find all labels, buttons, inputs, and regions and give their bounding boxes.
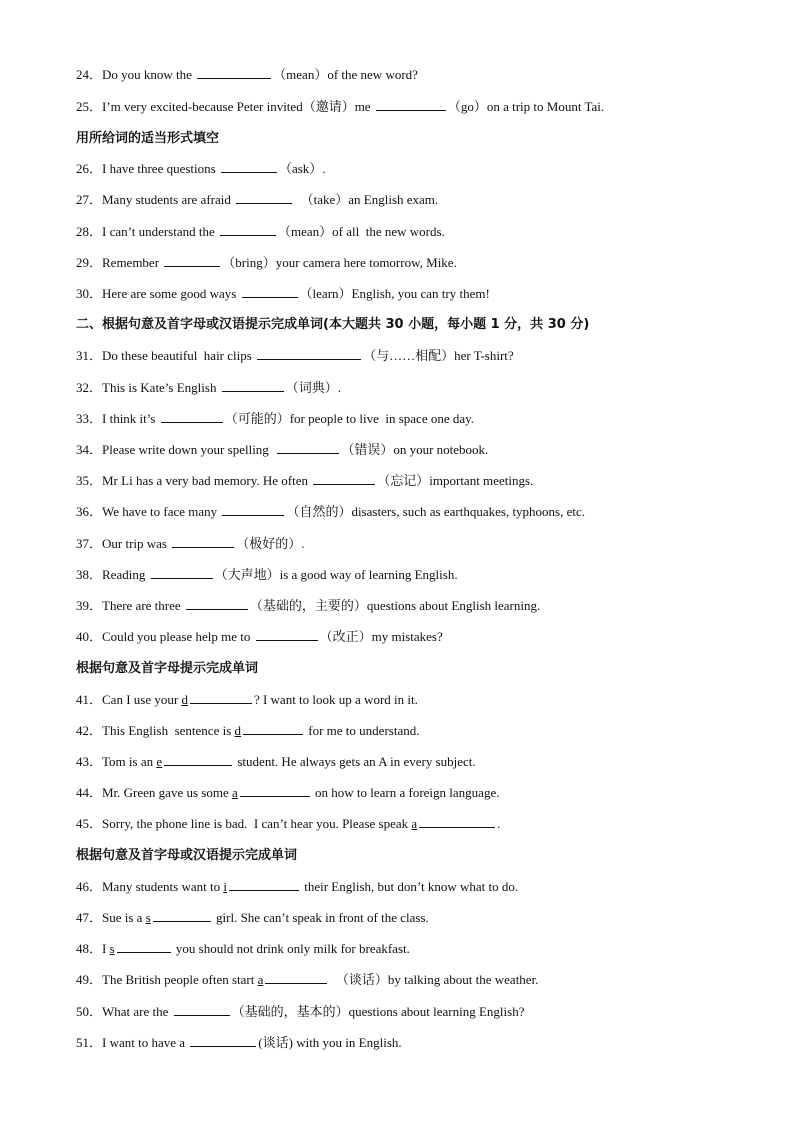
question-text: （go）on a trip to Mount Tai. bbox=[447, 99, 605, 114]
question-text: 49．The British people often start bbox=[76, 972, 258, 987]
question-text: ? I want to look up a word in it. bbox=[253, 692, 418, 707]
initial-letter-hint: a bbox=[257, 972, 264, 987]
question-text: 34．Please write down your spelling bbox=[76, 442, 276, 457]
question-text: 用所给词的适当形式填空 bbox=[76, 131, 220, 146]
question-text: 48．I bbox=[76, 941, 110, 956]
question-text: 43．Tom is an bbox=[76, 754, 157, 769]
question-text: （忘记）important meetings. bbox=[377, 473, 534, 488]
question-text: （mean）of the new word? bbox=[273, 67, 418, 82]
answer-blank[interactable] bbox=[256, 626, 318, 641]
question-line bbox=[76, 533, 766, 555]
question-text: for me to understand. bbox=[305, 723, 420, 738]
answer-blank[interactable] bbox=[243, 720, 303, 735]
question-text: （改正）my mistakes? bbox=[319, 629, 443, 644]
question-line bbox=[76, 377, 766, 399]
question-text: 37．Our trip was bbox=[76, 536, 171, 551]
question-line bbox=[76, 221, 766, 243]
initial-letter-hint: s bbox=[109, 941, 115, 956]
question-line bbox=[76, 64, 766, 86]
question-text: 24．Do you know the bbox=[76, 67, 196, 82]
question-line bbox=[76, 439, 766, 461]
question-text: 33．I think it’s bbox=[76, 411, 159, 426]
answer-blank[interactable] bbox=[265, 969, 327, 984]
answer-blank[interactable] bbox=[221, 158, 277, 173]
question-text: student. He always gets an A in every subject. bbox=[234, 754, 476, 769]
question-line bbox=[76, 501, 766, 523]
question-line bbox=[76, 782, 766, 804]
question-text: （自然的）disasters, such as earthquakes, typhoons, etc. bbox=[286, 504, 586, 519]
question-line bbox=[76, 720, 766, 742]
question-line bbox=[76, 408, 766, 430]
answer-blank[interactable] bbox=[153, 907, 211, 922]
question-text: 45．Sorry, the phone line is bad. I can’t hear you. Please speak bbox=[76, 816, 412, 831]
answer-blank[interactable] bbox=[220, 221, 276, 236]
answer-blank[interactable] bbox=[117, 938, 171, 953]
question-line bbox=[76, 283, 766, 305]
question-line bbox=[76, 564, 766, 586]
question-text: （mean）of all the new words. bbox=[278, 224, 445, 239]
answer-blank[interactable] bbox=[376, 96, 446, 111]
question-line bbox=[76, 189, 766, 211]
question-text: 30．Here are some good ways bbox=[76, 286, 240, 301]
question-text: on how to learn a foreign language. bbox=[311, 785, 500, 800]
answer-blank[interactable] bbox=[151, 564, 213, 579]
question-text: 根据句意及首字母提示完成单词 bbox=[76, 661, 259, 676]
question-text: you should not drink only milk for breakfast. bbox=[172, 941, 410, 956]
question-text: 二、根据句意及首字母或汉语提示完成单词(本大题共 30 小题，每小题 1 分，共 30 分) bbox=[76, 317, 590, 332]
question-text: 50．What are the bbox=[76, 1004, 172, 1019]
initial-letter-hint: a bbox=[411, 816, 418, 831]
answer-blank[interactable] bbox=[190, 1032, 256, 1047]
question-text: 42．This English sentence is bbox=[76, 723, 235, 738]
question-text: 25．I’m very excited-because Peter invited（邀请）me bbox=[76, 99, 374, 114]
question-text: 31．Do these beautiful hair clips bbox=[76, 348, 256, 363]
question-text: （基础的，主要的）questions about English learning. bbox=[249, 598, 541, 613]
answer-blank[interactable] bbox=[222, 501, 284, 516]
answer-blank[interactable] bbox=[240, 782, 310, 797]
answer-blank[interactable] bbox=[164, 751, 232, 766]
question-text: 47．Sue is a bbox=[76, 910, 146, 925]
question-text: 40．Could you please help me to bbox=[76, 629, 254, 644]
question-text: their English, but don’t know what to do. bbox=[300, 879, 519, 894]
section-heading bbox=[76, 128, 766, 150]
question-line bbox=[76, 907, 766, 929]
initial-letter-hint: s bbox=[145, 910, 151, 925]
answer-blank[interactable] bbox=[190, 689, 252, 704]
question-line bbox=[76, 751, 766, 773]
question-text: （ask）. bbox=[278, 161, 326, 176]
initial-letter-hint: d bbox=[181, 692, 188, 707]
question-text: 46．Many students want to bbox=[76, 879, 224, 894]
question-line bbox=[76, 158, 766, 180]
question-text: 39．There are three bbox=[76, 598, 184, 613]
question-text: （词典）. bbox=[285, 380, 341, 395]
question-text: （大声地）is a good way of learning English. bbox=[214, 567, 458, 582]
question-line bbox=[76, 813, 766, 835]
question-text: （基础的，基本的）questions about learning English? bbox=[231, 1004, 525, 1019]
question-line bbox=[76, 969, 766, 991]
question-line bbox=[76, 876, 766, 898]
question-line bbox=[76, 345, 766, 367]
question-text: （bring）your camera here tomorrow, Mike. bbox=[222, 255, 457, 270]
initial-letter-hint: i bbox=[223, 879, 227, 894]
question-text: 根据句意及首字母或汉语提示完成单词 bbox=[76, 848, 298, 863]
question-text: 38．Reading bbox=[76, 567, 149, 582]
question-text: 51．I want to have a bbox=[76, 1035, 189, 1050]
question-line bbox=[76, 595, 766, 617]
question-line bbox=[76, 252, 766, 274]
answer-blank[interactable] bbox=[186, 595, 248, 610]
answer-blank[interactable] bbox=[197, 64, 271, 79]
answer-blank[interactable] bbox=[174, 1001, 230, 1016]
question-text: 41．Can I use your bbox=[76, 692, 182, 707]
answer-blank[interactable] bbox=[229, 876, 299, 891]
question-text: （与……相配）her T-shirt? bbox=[363, 348, 514, 363]
question-text: （极好的）. bbox=[236, 536, 305, 551]
question-line bbox=[76, 626, 766, 648]
answer-blank[interactable] bbox=[313, 470, 375, 485]
question-text: （谈话）by talking about the weather. bbox=[329, 972, 539, 987]
question-line bbox=[76, 96, 766, 118]
answer-blank[interactable] bbox=[257, 345, 361, 360]
question-text: （错误）on your notebook. bbox=[341, 442, 489, 457]
question-text: . bbox=[497, 816, 501, 831]
question-text: 27．Many students are afraid bbox=[76, 192, 235, 207]
question-text: 26．I have three questions bbox=[76, 161, 219, 176]
initial-letter-hint: e bbox=[156, 754, 163, 769]
answer-blank[interactable] bbox=[277, 439, 339, 454]
question-text: 44．Mr. Green gave us some bbox=[76, 785, 232, 800]
question-line bbox=[76, 938, 766, 960]
question-text: (谈话) with you in English. bbox=[258, 1035, 402, 1050]
answer-blank[interactable] bbox=[164, 252, 220, 267]
question-line bbox=[76, 1001, 766, 1023]
initial-letter-hint: d bbox=[234, 723, 242, 738]
answer-blank[interactable] bbox=[242, 283, 298, 298]
section-heading bbox=[76, 845, 766, 867]
question-text: 28．I can’t understand the bbox=[76, 224, 218, 239]
answer-blank[interactable] bbox=[222, 377, 284, 392]
answer-blank[interactable] bbox=[161, 408, 223, 423]
section-heading bbox=[76, 314, 766, 336]
question-line bbox=[76, 689, 766, 711]
question-line bbox=[76, 470, 766, 492]
section-heading bbox=[76, 658, 766, 680]
initial-letter-hint: a bbox=[231, 785, 238, 800]
question-text: （take）an English exam. bbox=[294, 192, 439, 207]
answer-blank[interactable] bbox=[419, 813, 495, 828]
question-text: 36．We have to face many bbox=[76, 504, 221, 519]
question-text: （learn）English, you can try them! bbox=[299, 286, 490, 301]
question-line bbox=[76, 1032, 766, 1054]
question-text: girl. She can’t speak in front of the class. bbox=[212, 910, 429, 925]
question-text: （可能的）for people to live in space one day. bbox=[224, 411, 475, 426]
answer-blank[interactable] bbox=[172, 533, 234, 548]
question-text: 29．Remember bbox=[76, 255, 163, 270]
question-text: 32．This is Kate’s English bbox=[76, 380, 220, 395]
question-text: 35．Mr Li has a very bad memory. He often bbox=[76, 473, 312, 488]
answer-blank[interactable] bbox=[236, 189, 292, 204]
